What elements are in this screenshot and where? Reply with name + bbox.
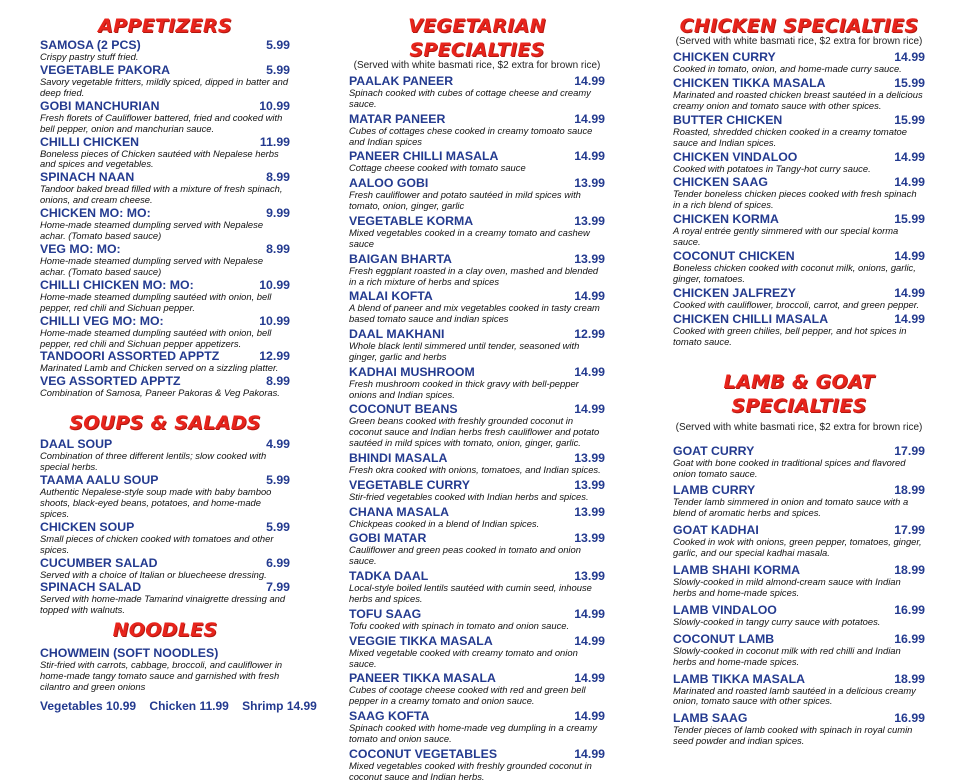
item-price: 5.99 — [266, 519, 290, 534]
menu-item — [40, 99, 290, 135]
item-description: Boneless pieces of Chicken sautéed with Nepalese herbs and spices and vegetables. — [40, 147, 279, 170]
item-description: Marinated Lamb and Chicken served on a sizzling platter. — [40, 362, 279, 374]
item-price: 14.99 — [894, 285, 925, 300]
menu-item — [673, 286, 925, 311]
item-description: Tender boneless chicken pieces cooked with fresh spinach in a rich blend of spices. — [673, 188, 917, 211]
menu-item — [349, 112, 605, 148]
menu-item — [349, 289, 605, 325]
item-description: Boneless chicken cooked with coconut milk, onions, garlic, ginger, tomatoes. — [673, 262, 916, 284]
menu-item — [673, 212, 925, 248]
item-price: 16.99 — [894, 711, 925, 726]
item-price: 15.99 — [894, 75, 925, 90]
menu-item — [349, 402, 605, 449]
item-name: SPINACH SALAD — [40, 580, 142, 595]
item-description: Marinated and roasted lamb sautéed in a delicious creamy onion, tomato sauce with other spices. — [673, 684, 916, 707]
item-description: Savory vegetable fritters, mildly spiced, dipped in batter and deep fried. — [40, 75, 289, 98]
item-name: CHICKEN VINDALOO — [673, 149, 798, 164]
item-description: Goat with bone cooked in traditional spices and flavored onion tomato sauce. — [673, 456, 906, 479]
item-description: Cooked in tomato, onion, and home-made curry sauce. — [673, 63, 902, 74]
menu-item — [349, 531, 605, 567]
item-description: Authentic Nepalese-style soup made with baby bamboo shoots, black-eyed beans, potatoes, and home-made spices. — [40, 486, 272, 519]
item-name: VEG ASSORTED APPTZ — [40, 374, 181, 389]
item-price: 17.99 — [894, 523, 925, 538]
item-name: DAAL SOUP — [40, 437, 113, 452]
vegetarian-list — [349, 74, 605, 783]
menu-item — [349, 365, 605, 401]
menu-item — [673, 632, 925, 668]
item-description: Cauliflower and green peas cooked in tomato and onion sauce. — [349, 544, 581, 567]
item-description: Home-made steamed dumpling served with Nepalese achar. (Tomato based sauce) — [40, 254, 264, 277]
item-price: 12.99 — [259, 349, 290, 364]
item-name: LAMB SHAHI KORMA — [673, 563, 801, 578]
item-price: 14.99 — [574, 402, 605, 417]
item-price: 16.99 — [894, 602, 925, 617]
item-name: BUTTER CHICKEN — [673, 112, 783, 127]
menu-item — [673, 563, 925, 599]
chicken-list — [673, 50, 925, 348]
menu-item — [40, 556, 290, 581]
item-description: Home-made steamed dumpling served with Nepalese achar. (Tomato based sauce) — [40, 219, 264, 242]
menu-item — [40, 135, 290, 171]
item-price: 13.99 — [574, 504, 605, 519]
item-price: 15.99 — [894, 212, 925, 227]
item-description: Green beans cooked with freshly grounded coconut in coconut sauce and Indian herbs fresh cauliflower and potato sautéed in mild spices with tomato, onion, ginger, garlic. — [349, 415, 600, 449]
item-price: 14.99 — [574, 74, 605, 88]
item-description: Cooked with potatoes in Tangy-hot curry sauce. — [673, 162, 871, 174]
item-price: 14.99 — [574, 364, 605, 379]
item-description: Slowly-cooked in tangy curry sauce with potatoes. — [673, 615, 881, 627]
middle-column — [349, 14, 605, 783]
menu-item — [673, 175, 925, 211]
item-price: 18.99 — [894, 563, 925, 578]
chicken-heading: CHICKEN SPECIALTIES — [679, 15, 919, 37]
item-description: A royal entrée gently simmered with our special korma sauce. — [673, 225, 899, 248]
menu-item — [349, 149, 605, 174]
item-name: AALOO GOBI — [349, 176, 429, 191]
item-price: 17.99 — [894, 443, 925, 458]
item-name: LAMB VINDALOO — [673, 602, 777, 617]
noodle-price-shrimp: Shrimp 14.99 — [242, 699, 317, 713]
menu-item — [40, 206, 290, 242]
appetizers-heading: APPETIZERS — [98, 15, 232, 37]
item-price: 5.99 — [266, 473, 290, 488]
menu-item — [349, 747, 605, 783]
item-name: LAMB CURRY — [673, 483, 756, 498]
noodles-heading: NOODLES — [112, 619, 218, 642]
item-price: 10.99 — [259, 98, 290, 113]
item-price: 14.99 — [574, 606, 605, 621]
menu-item — [349, 671, 605, 707]
menu-item — [673, 312, 925, 348]
menu-item — [673, 50, 925, 75]
item-description: Cubes of cottages chese cooked in creamy tomoato sauce and Indian spices — [349, 124, 593, 147]
item-price: 14.99 — [574, 111, 605, 126]
item-price: 13.99 — [574, 569, 605, 584]
menu-item — [40, 170, 290, 206]
item-name: BAIGAN BHARTA — [349, 251, 452, 266]
item-name: GOBI MANCHURIAN — [40, 98, 160, 113]
item-description: Home-made steamed dumpling sautéed with onion, bell pepper, red chili and Sichuan pepper appetizers. — [40, 326, 272, 349]
item-name: PANEER TIKKA MASALA — [349, 671, 496, 686]
item-price: 16.99 — [894, 631, 925, 646]
item-description: Roasted, shredded chicken cooked in a creamy tomatoe sauce and Indian spices. — [673, 125, 907, 148]
item-price: 14.99 — [574, 671, 605, 686]
menu-item — [349, 327, 605, 363]
item-description: Marinated and roasted chicken breast sautéed in a delicious creamy onion and tomato sauce with other spices. — [673, 88, 923, 111]
item-name: SPINACH NAAN — [40, 170, 135, 185]
item-description: Spinach cooked with home-made veg dumpling in a creamy tomato and onion sauce. — [349, 722, 598, 744]
item-name: TADKA DAAL — [349, 569, 429, 584]
item-name: CHICKEN KORMA — [673, 212, 779, 227]
menu-item — [673, 603, 925, 628]
chicken-subtitle: (Served with white basmati rice, $2 extra for brown rice) — [675, 36, 923, 47]
item-price: 13.99 — [574, 451, 605, 466]
item-description: Fresh okra cooked with onions, tomatoes, and Indian spices. — [349, 464, 601, 476]
lamb-subtitle: (Served with white basmati rice, $2 extra for brown rice) — [675, 421, 923, 433]
item-price: 13.99 — [574, 251, 605, 266]
item-description: Local-style boiled lentils sautéed with cumin seed, inhouse herbs and spices. — [349, 582, 592, 605]
item-name: VEGETABLE CURRY — [349, 477, 470, 492]
noodle-price-vegetables: Vegetables 10.99 — [40, 699, 137, 713]
item-description: Tandoor baked bread filled with a mixture of fresh spinach, onions, and cream cheese. — [40, 183, 283, 206]
item-description: Tender lamb simmered in onion and tomato sauce with a blend of aromatic herbs and spices. — [673, 496, 909, 519]
menu-item — [349, 478, 605, 503]
item-description: Combination of three different lentils; slow cooked with special herbs. — [40, 450, 267, 473]
left-column — [40, 14, 317, 713]
item-name: MATAR PANEER — [349, 111, 446, 126]
lamb-heading: LAMB & GOAT SPECIALTIES — [723, 370, 875, 417]
menu-item — [349, 451, 605, 476]
item-name: PANEER CHILLI MASALA — [349, 149, 499, 164]
item-description: Home-made steamed dumpling sautéed with onion, bell pepper, red chili and Sichuan pepper. — [40, 290, 272, 313]
item-name: VEG MO: MO: — [40, 241, 121, 256]
item-description: Slowly-cooked in mild almond-cream sauce with Indian herbs and home-made spices. — [673, 576, 901, 598]
item-price: 14.99 — [894, 175, 925, 190]
item-description: Mixed vegetable cooked with creamy tomato and onion sauce. — [349, 646, 578, 669]
menu-item — [349, 74, 605, 110]
item-description: Stir-fried with carrots, cabbage, broccoli, and cauliflower in home-made tangy tomato sauce and garnished with fresh cilantro and green onions — [40, 659, 283, 693]
item-price: 11.99 — [259, 134, 290, 149]
item-description: Stir-fried vegetables cooked with Indian herbs and spices. — [349, 490, 589, 502]
item-name: LAMB TIKKA MASALA — [673, 671, 806, 686]
menu-item — [40, 580, 290, 616]
item-description: Mixed vegetables cooked in a creamy tomato and cashew sauce — [349, 226, 590, 249]
item-name: CHICKEN MO: MO: — [40, 206, 151, 221]
menu-item — [40, 38, 290, 63]
item-price: 14.99 — [574, 289, 605, 304]
item-price: 14.99 — [894, 311, 925, 326]
menu-item — [40, 473, 290, 520]
item-price: 13.99 — [574, 531, 605, 546]
item-description: Mixed vegetables cooked with freshly grounded coconut in coconut sauce and Indian herbs. — [349, 759, 592, 782]
item-price: 6.99 — [266, 555, 290, 570]
item-name: COCONUT LAMB — [673, 631, 775, 646]
item-name: KADHAI MUSHROOM — [349, 364, 475, 379]
soups-list — [40, 437, 290, 616]
item-price: 15.99 — [894, 112, 925, 127]
item-description: Crispy pastry stuff fried. — [40, 51, 139, 62]
menu-item — [349, 252, 605, 288]
item-name: SAAG KOFTA — [349, 709, 430, 724]
item-name: TOFU SAAG — [349, 606, 422, 621]
item-price: 9.99 — [266, 206, 290, 221]
menu-item — [349, 214, 605, 250]
menu-item — [40, 520, 290, 556]
item-price: 4.99 — [266, 437, 290, 452]
menu-item — [40, 646, 290, 693]
item-price: 8.99 — [266, 241, 290, 256]
item-price: 14.99 — [574, 746, 605, 761]
appetizers-list — [40, 38, 290, 399]
item-name: CUCUMBER SALAD — [40, 555, 158, 570]
item-name: CHANA MASALA — [349, 504, 449, 519]
item-description: Tofu cooked with spinach in tomato and onion sauce. — [349, 619, 570, 631]
item-name: COCONUT VEGETABLES — [349, 746, 498, 761]
menu-item — [349, 634, 605, 670]
item-description: Cooked in wok with onions, green pepper, tomatoes, ginger, garlic, and our special kadhai masala. — [673, 536, 922, 559]
item-description: Cooked with cauliflower, broccoli, carrot, and green pepper. — [673, 298, 920, 310]
menu-item — [673, 113, 925, 149]
item-description: Slowly-cooked in coconut milk with red chilli and Indian herbs and home-made spices. — [673, 644, 901, 667]
menu-item — [40, 63, 290, 99]
item-description: Cottage cheese cooked with tomato sauce — [349, 162, 526, 174]
item-name: PAALAK PANEER — [349, 74, 454, 88]
item-name: CHILLI CHICKEN MO: MO: — [40, 277, 194, 292]
item-price: 13.99 — [574, 176, 605, 191]
item-price: 14.99 — [894, 50, 925, 64]
item-price: 10.99 — [259, 277, 290, 292]
item-description: Chickpeas cooked in a blend of Indian spices. — [349, 517, 540, 529]
item-description: Spinach cooked with cubes of cottage cheese and creamy sauce. — [349, 87, 591, 109]
item-name: GOAT CURRY — [673, 443, 755, 458]
menu-item — [40, 437, 290, 473]
item-price: 14.99 — [574, 709, 605, 724]
item-price: 5.99 — [266, 62, 290, 77]
menu-item — [349, 607, 605, 632]
item-description: Cubes of cootage cheese cooked with red and green bell pepper in a creamy tomato and onion sauce. — [349, 684, 586, 707]
soups-heading: SOUPS & SALADS — [69, 412, 261, 435]
item-description: Cooked with green chilies, bell pepper, and hot spices in tomato sauce. — [673, 324, 907, 347]
item-price: 10.99 — [259, 313, 290, 328]
item-name: GOAT KADHAI — [673, 523, 759, 538]
item-name: TANDOORI ASSORTED APPTZ — [40, 349, 220, 364]
menu-item — [40, 242, 290, 278]
menu-item — [673, 249, 925, 285]
item-name: GOBI MATAR — [349, 531, 427, 546]
item-name: CHICKEN TIKKA MASALA — [673, 75, 826, 90]
item-price: 13.99 — [574, 213, 605, 228]
item-price: 13.99 — [574, 477, 605, 492]
item-name: COCONUT CHICKEN — [673, 249, 795, 264]
item-price: 7.99 — [266, 580, 290, 595]
item-price: 18.99 — [894, 671, 925, 686]
item-description: A blend of paneer and mix vegetables cooked in tasty cream based tomato sauce and indian spices — [349, 302, 600, 325]
item-description: Fresh florets of Cauliflower battered, fried and cooked with bell pepper, onion and manchurian sauce. — [40, 111, 283, 134]
item-description: Combination of Samosa, Paneer Pakoras & Veg Pakoras. — [40, 387, 280, 399]
item-price: 14.99 — [574, 633, 605, 648]
item-name: CHILLI VEG MO: MO: — [40, 313, 164, 328]
item-name: SAMOSA (2 PCS) — [40, 38, 141, 52]
item-name: VEGETABLE KORMA — [349, 213, 474, 228]
vegetarian-subtitle: (Served with white basmati rice, $2 extra for brown rice) — [353, 60, 601, 71]
item-name: VEGGIE TIKKA MASALA — [349, 633, 493, 648]
noodle-prices — [40, 699, 317, 713]
item-description: Small pieces of chicken cooked with tomatoes and other spices. — [40, 532, 274, 555]
lamb-list — [673, 444, 925, 748]
menu-item — [673, 76, 925, 112]
vegetarian-heading: VEGETARIAN SPECIALTIES — [408, 15, 546, 61]
item-name: BHINDI MASALA — [349, 451, 448, 466]
item-description: Whole black lentil simmered until tender, seasoned with ginger, garlic and herbs — [349, 340, 580, 362]
menu-item — [673, 523, 925, 559]
menu-item — [673, 444, 925, 480]
item-description: Fresh mushroom cooked in thick gravy with bell-pepper onions and Indian spices. — [349, 377, 579, 400]
menu-item — [349, 709, 605, 745]
noodle-price-chicken: Chicken 11.99 — [149, 699, 229, 713]
item-name: CHICKEN JALFREZY — [673, 285, 796, 300]
item-name: DAAL MAKHANI — [349, 327, 445, 342]
item-description: Fresh eggplant roasted in a clay oven, mashed and blended in a rich mixture of herbs and spices — [349, 264, 599, 287]
menu-item — [40, 278, 290, 314]
item-name: VEGETABLE PAKORA — [40, 62, 171, 77]
menu-item — [40, 314, 290, 350]
item-price: 12.99 — [574, 327, 605, 342]
right-column — [673, 14, 925, 747]
item-name: MALAI KOFTA — [349, 289, 433, 304]
menu-item — [673, 150, 925, 175]
menu-item — [40, 374, 290, 399]
item-name: CHICKEN SAAG — [673, 175, 768, 190]
menu-item — [673, 672, 925, 708]
item-name: CHICKEN CURRY — [673, 50, 776, 64]
menu-item — [40, 349, 290, 374]
item-name: CHICKEN CHILLI MASALA — [673, 311, 829, 326]
menu-item — [349, 176, 605, 212]
item-price: 14.99 — [894, 149, 925, 164]
item-name: LAMB SAAG — [673, 711, 748, 726]
menu-item — [349, 505, 605, 530]
item-price: 14.99 — [894, 249, 925, 264]
item-name: CHILLI CHICKEN — [40, 134, 140, 149]
item-description: Tender pieces of lamb cooked with spinach in royal cumin seed powder and indian spices. — [673, 724, 913, 747]
menu-item — [349, 569, 605, 605]
menu-item — [673, 483, 925, 519]
item-description: Served with home-made Tamarind vinaigrette dressing and topped with walnuts. — [40, 593, 286, 616]
item-name: TAAMA AALU SOUP — [40, 473, 159, 488]
item-price: 8.99 — [266, 374, 290, 389]
item-description: Served with a choice of Italian or bluecheese dressing. — [40, 568, 267, 580]
item-description: Fresh cauliflower and potato sautéed in mild spices with tomato, onion, ginger, garlic — [349, 189, 581, 212]
item-price: 14.99 — [574, 149, 605, 164]
item-name: CHOWMEIN (SOFT NOODLES) — [40, 646, 219, 661]
item-price: 5.99 — [266, 38, 290, 52]
item-price: 18.99 — [894, 483, 925, 498]
item-name: CHICKEN SOUP — [40, 519, 135, 534]
item-name: COCONUT BEANS — [349, 402, 458, 417]
item-price: 8.99 — [266, 170, 290, 185]
